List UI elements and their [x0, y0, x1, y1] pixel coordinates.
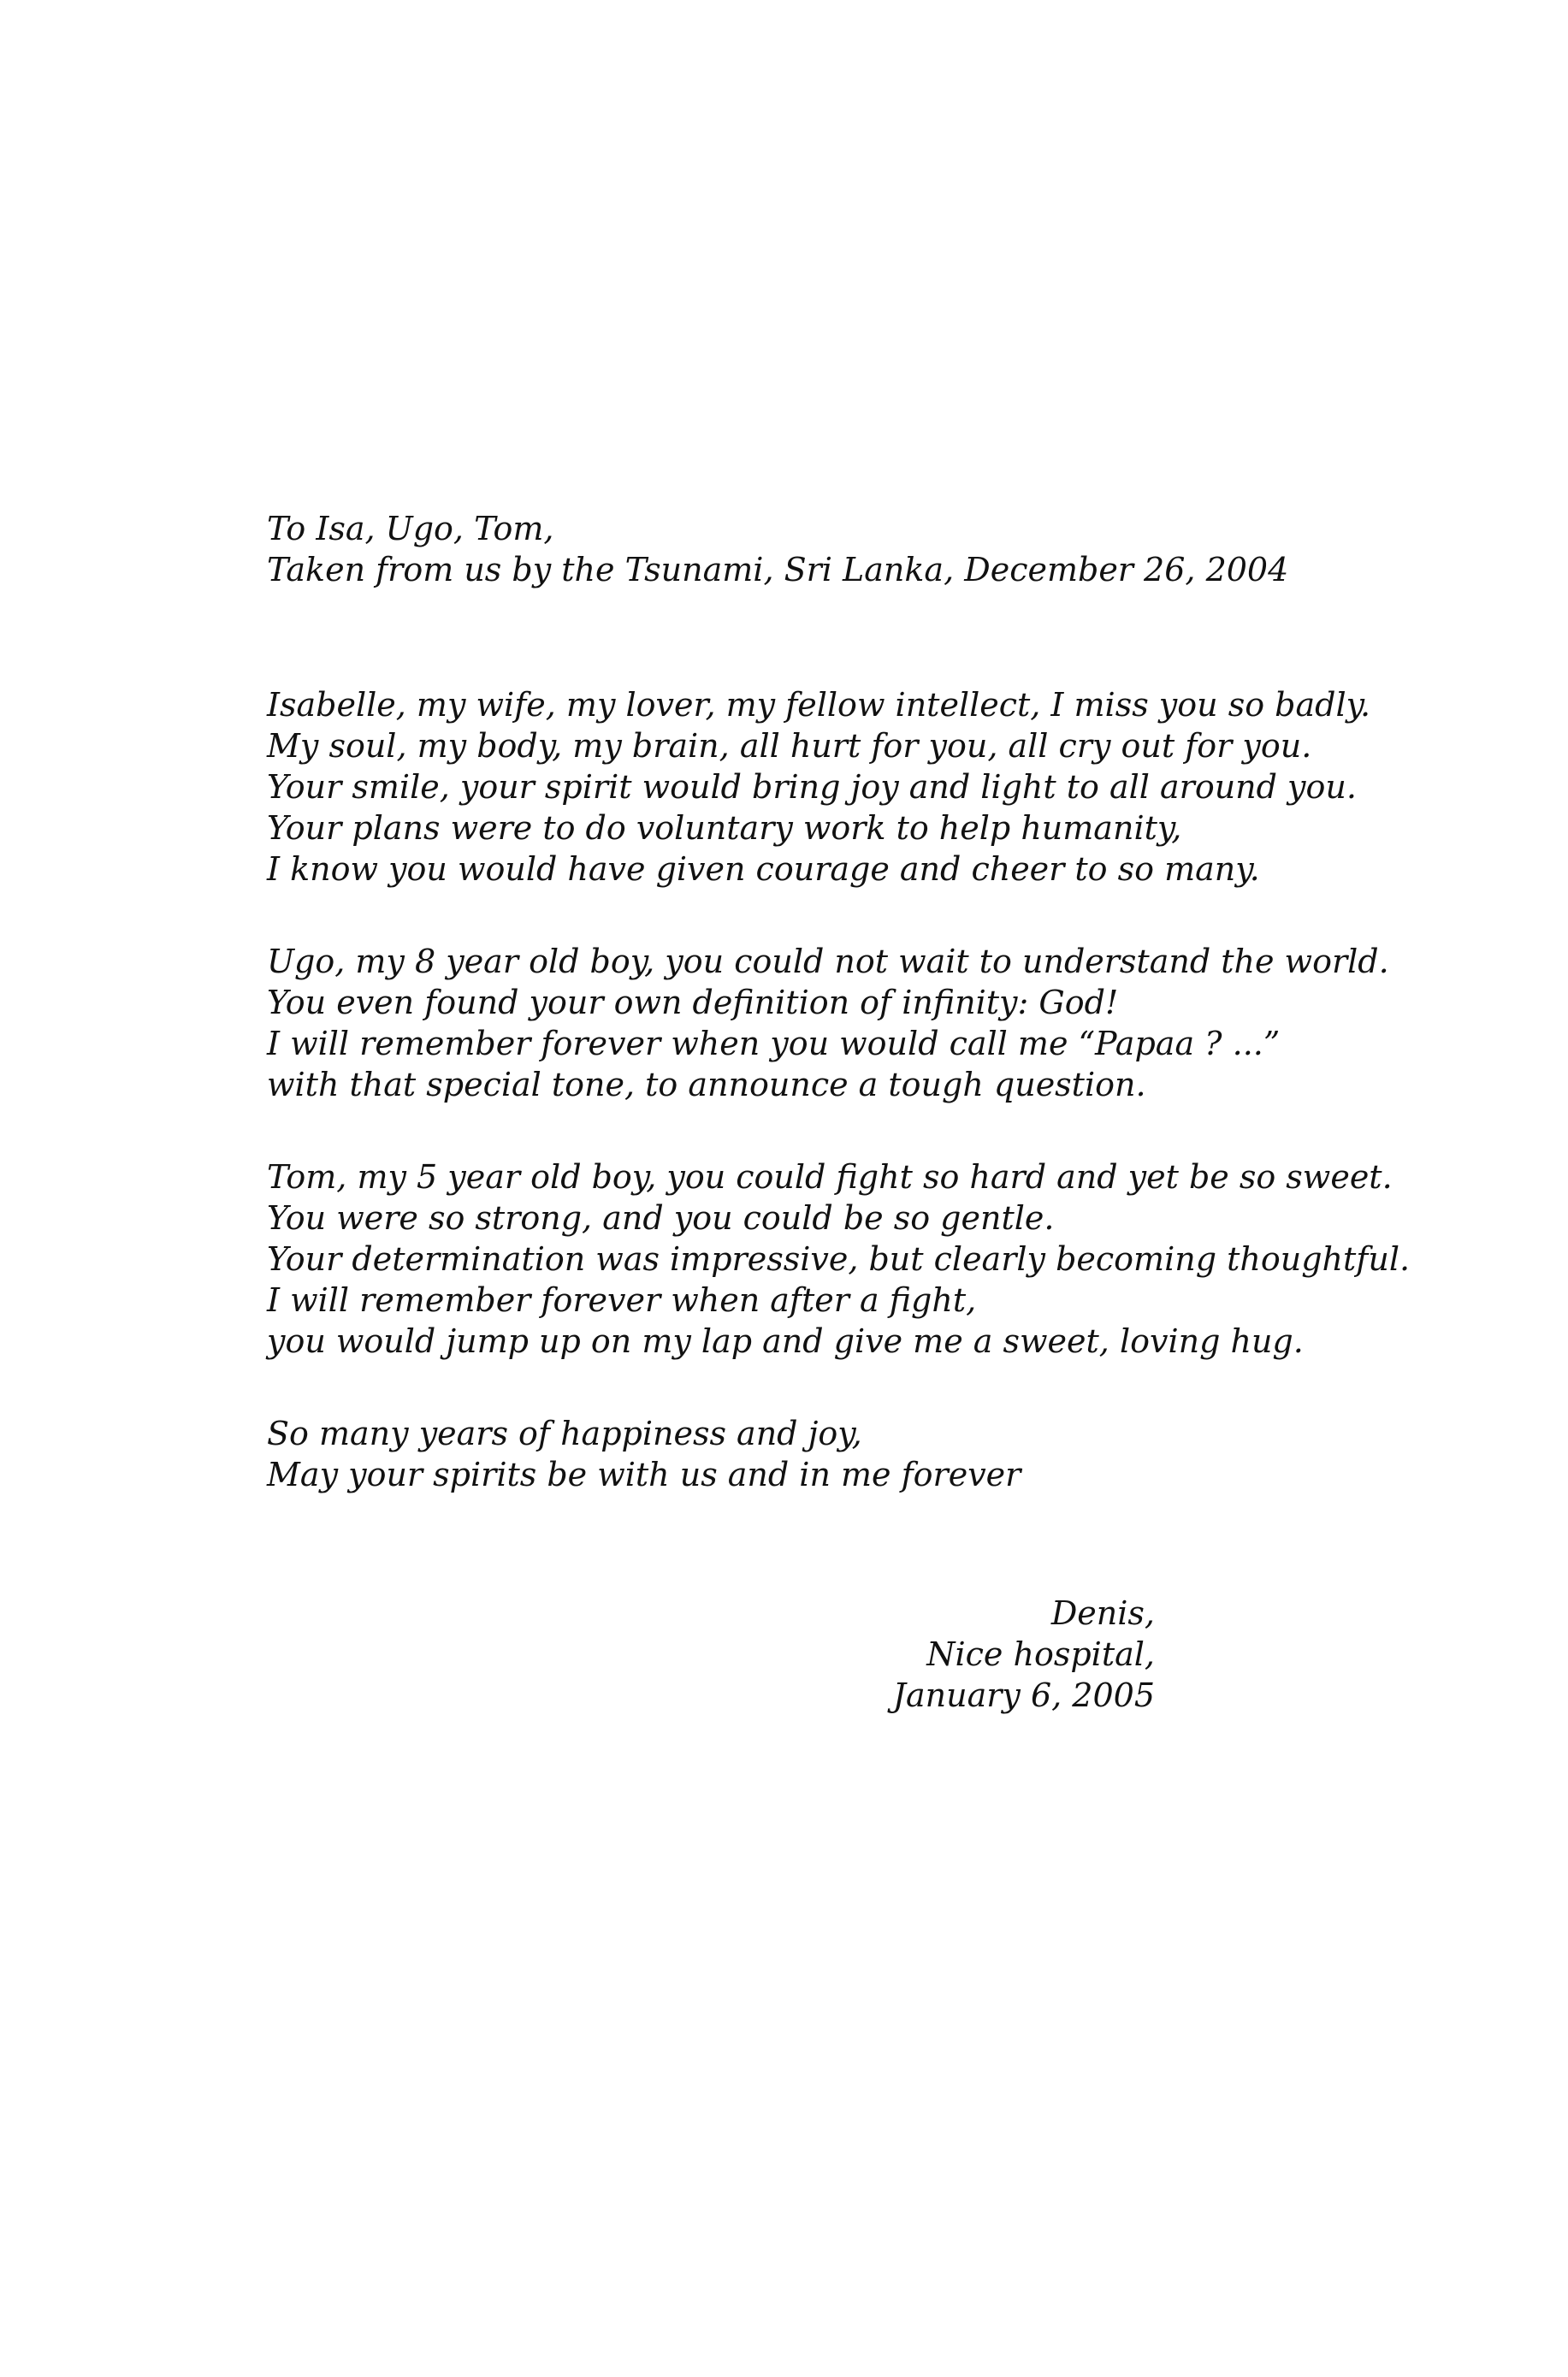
- poem-line: I will remember forever when you would call me “Papaa ? ...”: [267, 1025, 1281, 1062]
- signature-place: Nice hospital,: [926, 1635, 1155, 1673]
- signature-block: [893, 1593, 1155, 1716]
- stanza-tom: [267, 1156, 1411, 1362]
- dedication-line: To Isa, Ugo, Tom,: [267, 510, 554, 547]
- dedication-line: Taken from us by the Tsunami, Sri Lanka, December 26, 2004: [267, 551, 1289, 588]
- poem-line: So many years of happiness and joy,: [267, 1415, 862, 1452]
- signature-date: January 6, 2005: [892, 1676, 1155, 1714]
- poem-line: Tom, my 5 year old boy, you could fight so hard and yet be so sweet.: [267, 1158, 1393, 1196]
- poem-line: You even found your own definition of infinity: God!: [267, 984, 1119, 1021]
- signature-name: Denis,: [1050, 1594, 1155, 1632]
- poem-line: with that special tone, to announce a tough question.: [267, 1066, 1146, 1103]
- poem-line: Isabelle, my wife, my lover, my fellow intellect, I miss you so badly.: [267, 686, 1371, 724]
- stanza-closing: [267, 1413, 1379, 1495]
- poem-line: May your spirits be with us and in me forever: [267, 1456, 1021, 1493]
- poem-line: Your determination was impressive, but clearly becoming thoughtful.: [267, 1240, 1411, 1278]
- poem-line: I will remember forever when after a fight,: [267, 1281, 977, 1319]
- poem-line: Your smile, your spirit would bring joy and light to all around you.: [267, 768, 1357, 806]
- stanza-isabelle: [267, 684, 1379, 890]
- dedication: [267, 508, 1379, 590]
- poem-line: You were so strong, and you could be so gentle.: [267, 1199, 1055, 1237]
- poem-line: My soul, my body, my brain, all hurt for you, all cry out for you.: [267, 727, 1312, 765]
- poem-line: Ugo, my 8 year old boy, you could not wait to understand the world.: [267, 943, 1389, 980]
- stanza-ugo: [267, 941, 1389, 1105]
- poem-line: Your plans were to do voluntary work to help humanity,: [267, 809, 1182, 847]
- poem-line: I know you would have given courage and cheer to so many.: [267, 850, 1260, 888]
- poem-line: you would jump up on my lap and give me a sweet, loving hug.: [267, 1322, 1304, 1360]
